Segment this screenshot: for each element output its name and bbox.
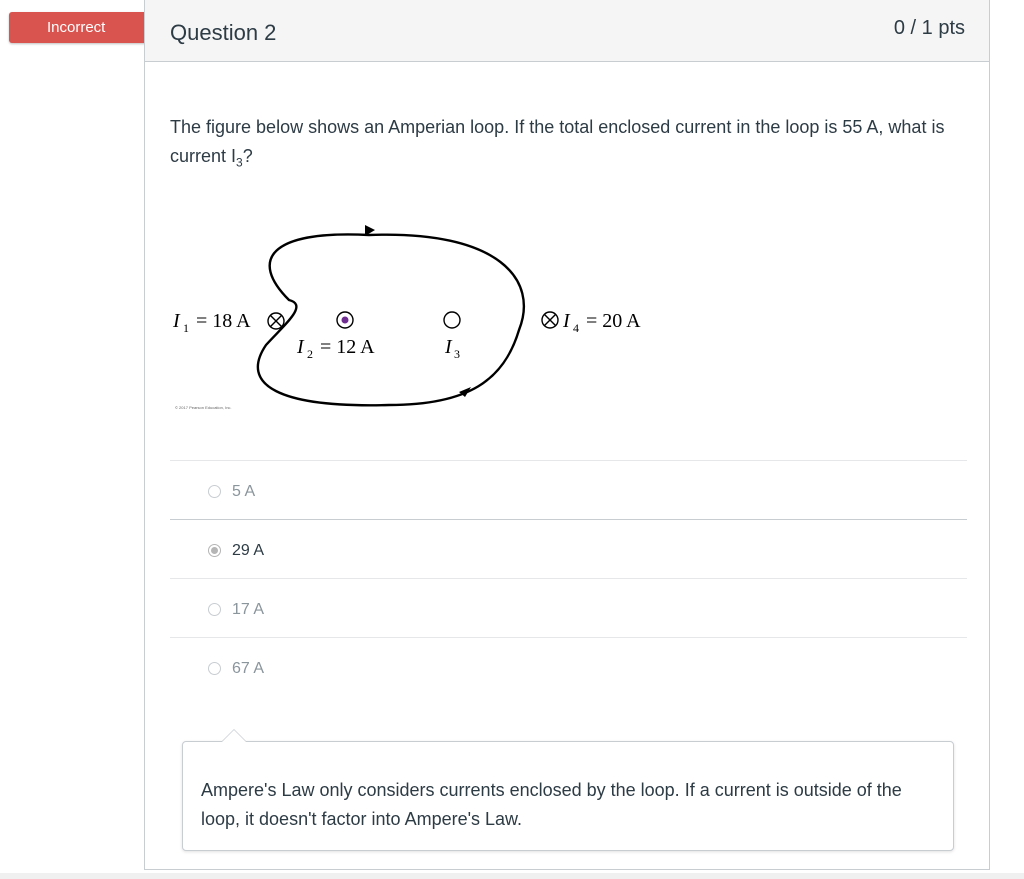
answer-option[interactable] xyxy=(170,460,967,519)
status-badge: Incorrect xyxy=(9,12,151,43)
answer-option[interactable] xyxy=(170,637,967,696)
amperian-loop-path xyxy=(258,234,524,405)
radio-button[interactable] xyxy=(208,662,221,675)
i1-sub: 1 xyxy=(183,321,189,335)
into-page-icon-i4 xyxy=(542,312,558,328)
feedback-box xyxy=(182,741,954,851)
question-title: Question 2 xyxy=(170,20,277,45)
i2-label: I xyxy=(297,336,304,358)
answer-label: 29 A xyxy=(232,542,265,559)
i4-label: I xyxy=(563,310,570,332)
radio-button[interactable] xyxy=(208,485,221,498)
i4-value: = 20 A xyxy=(581,310,641,332)
i2-value: = 12 A xyxy=(315,336,375,358)
i1-label: I xyxy=(173,310,180,332)
question-text-sub: 3 xyxy=(236,155,243,170)
answer-label: 5 A xyxy=(232,483,256,500)
answer-list xyxy=(170,460,967,696)
answer-label: 17 A xyxy=(232,601,265,618)
into-page-icon-i1 xyxy=(268,313,284,329)
i2-sub: 2 xyxy=(307,347,313,361)
question-card xyxy=(144,0,990,870)
question-text-main: The figure below shows an Amperian loop. If the total enclosed current in the loop is 55 A, what is current I xyxy=(170,117,945,166)
out-of-page-icon-i2 xyxy=(337,312,353,328)
answer-label: 67 A xyxy=(232,660,265,677)
feedback-caret xyxy=(221,729,247,742)
unknown-direction-icon-i3 xyxy=(444,312,460,328)
i1-value: = 18 A xyxy=(191,310,251,332)
question-header xyxy=(145,0,989,62)
answer-option[interactable] xyxy=(170,519,967,578)
radio-button[interactable] xyxy=(208,603,221,616)
feedback-text: Ampere's Law only considers currents enclosed by the loop. If a current is outside of the loop, it doesn't factor into Ampere's Law. xyxy=(201,780,902,829)
i3-label: I xyxy=(445,336,452,358)
question-text xyxy=(170,113,960,178)
amperian-loop-figure xyxy=(169,220,699,440)
question-text-end: ? xyxy=(242,146,253,166)
question-points: 0 / 1 pts xyxy=(893,17,965,39)
answer-option[interactable] xyxy=(170,578,967,637)
radio-button-selected[interactable] xyxy=(208,544,221,557)
i4-sub: 4 xyxy=(573,321,579,335)
i3-sub: 3 xyxy=(454,347,460,361)
page-bottom-edge xyxy=(0,873,1024,879)
figure-copyright: © 2017 Pearson Education, Inc. xyxy=(175,405,232,410)
